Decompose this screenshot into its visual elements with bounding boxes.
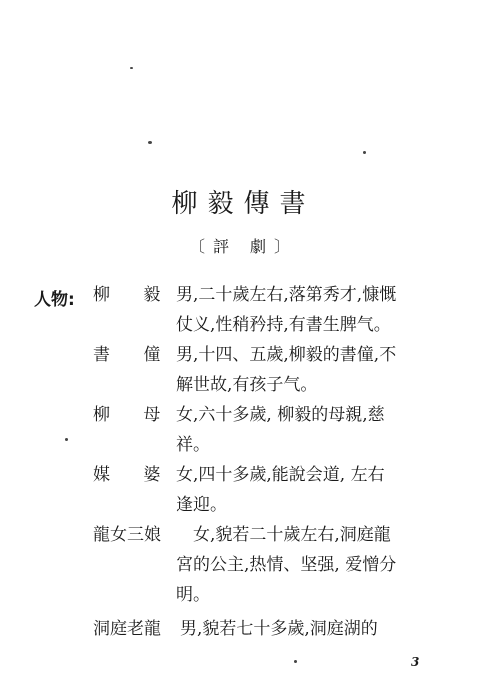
character-name: 柳 母: [93, 405, 175, 425]
character-desc-line: 女,貌若二十歲左右,洞庭龍: [193, 525, 391, 545]
ink-speck: [363, 151, 366, 154]
character-desc-line: 宮的公主,热情、坚强, 爱憎分: [176, 555, 397, 575]
character-desc-line: 祥。: [176, 435, 210, 455]
character-desc-line: 明。: [176, 585, 210, 605]
character-desc-line: 女,四十多歲,能說会道, 左右: [176, 465, 385, 485]
character-desc-line: 仗义,性稍矜持,有書生脾气。: [176, 315, 391, 335]
page-number: 3: [411, 655, 420, 669]
character-desc-line: 逢迎。: [176, 495, 227, 515]
character-desc-line: 男,十四、五歲,柳毅的書僮,不: [176, 345, 397, 365]
character-name: 媒 婆: [93, 465, 175, 485]
ink-speck: [294, 660, 297, 663]
ink-speck: [148, 141, 152, 144]
character-name: 書 僮: [93, 345, 175, 365]
character-desc-line: 女,六十多歲, 柳毅的母親,慈: [176, 405, 385, 425]
character-desc-line: 男,貌若七十多歲,洞庭湖的: [180, 619, 378, 639]
ink-speck: [65, 438, 68, 441]
play-title: 柳毅傳書: [171, 189, 316, 219]
character-name: 龍女三娘: [93, 525, 161, 545]
characters-heading: 人物:: [34, 290, 75, 310]
character-name: 洞庭老龍: [93, 619, 161, 639]
character-desc-line: 解世故,有孩子气。: [176, 375, 318, 395]
genre-label: 〔評 劇〕: [188, 237, 299, 256]
character-desc-line: 男,二十歲左右,落第秀才,慷慨: [176, 285, 397, 305]
character-name: 柳 毅: [93, 285, 175, 305]
ink-speck: [130, 67, 133, 69]
